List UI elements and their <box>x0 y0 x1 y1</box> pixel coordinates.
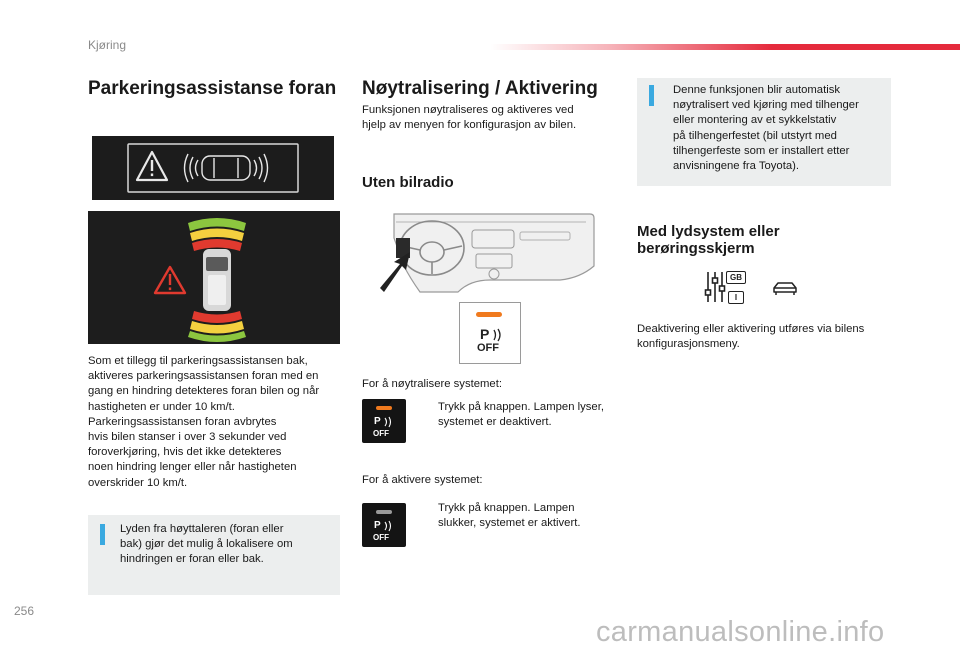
dashboard-illustration <box>380 208 596 294</box>
button-p-label: P <box>480 326 490 342</box>
middle-intro-text: Funksjonen nøytraliseres og aktiveres ved hjelp av menyen for konfigurasjon av bilen. <box>362 104 577 132</box>
park-off-button-lamp-on: P OFF <box>362 399 406 443</box>
left-body-text: Som et tillegg til parkeringsassistansen bak, aktiveres parkeringsassistansen foran med en gang en hindring detekteres foran bilen og når hastigheten er under 10 km/t. Parkeringsassistansen foran avbrytes hvis bilen stanser i over 3 sekunder ved foroverkjøring, hvis det ikke detekteres noen hindring lenger eller når hastigheten overskrider 10 km/t. <box>88 355 320 489</box>
button-lamp-on <box>476 312 502 317</box>
warning-icon <box>155 267 185 293</box>
neutralize-label: For å nøytralisere systemet: <box>362 378 502 390</box>
parking-display-image <box>92 136 334 200</box>
section-title: Kjøring <box>88 38 127 52</box>
sensor-waves-icon <box>491 327 507 343</box>
info-badge: I <box>728 291 744 304</box>
lamp-on-indicator <box>376 406 392 410</box>
info-icon <box>649 85 654 106</box>
activate-label: For å aktivere systemet: <box>362 474 483 486</box>
car-icon <box>771 280 799 298</box>
watermark-text: carmanualsonline.info <box>596 616 885 648</box>
page-number: 256 <box>14 604 35 618</box>
middle-title: Nøytralisering / Aktivering <box>362 78 598 99</box>
left-info-box: Lyden fra høyttaleren (foran eller bak) gjør det mulig å lokalisere om hindringen er foran eller bak. <box>88 515 340 595</box>
right-body-text: Deaktivering eller aktivering utføres via bilens konfigurasjonsmeny. <box>637 323 865 351</box>
settings-sliders-icon <box>704 270 746 304</box>
front-sensor-bands <box>188 218 246 251</box>
subtitle-uten-bilradio: Uten bilradio <box>362 174 454 191</box>
park-off-button-lamp-off: P OFF <box>362 503 406 547</box>
pointer-arrow-icon <box>380 252 410 292</box>
sensor-display-image <box>88 211 340 344</box>
warning-icon <box>137 152 167 180</box>
left-title: Parkeringsassistanse foran <box>88 78 337 99</box>
park-off-button-large <box>459 302 521 364</box>
language-badge: GB <box>726 271 746 284</box>
lamp-off-indicator <box>376 510 392 514</box>
right-info-box: Denne funksjonen blir automatisk nøytralisert ved kjøring med tilhenger eller montering av et sykkelstativ på tilhengerfestet (bil utstyrt med tilhengerfeste som er installert etter anvisningene fra Toyota). <box>637 78 891 186</box>
button-off-label: OFF <box>477 342 499 354</box>
header-accent-bar <box>490 44 960 50</box>
right-subtitle: Med lydsystem eller berøringsskjerm <box>637 223 780 257</box>
car-topview-icon <box>185 154 268 182</box>
car-silhouette-icon <box>203 249 231 311</box>
info-icon <box>100 524 105 545</box>
sensor-waves-icon <box>383 416 395 428</box>
sensor-waves-icon <box>383 520 395 532</box>
rear-sensor-bands <box>188 311 246 342</box>
